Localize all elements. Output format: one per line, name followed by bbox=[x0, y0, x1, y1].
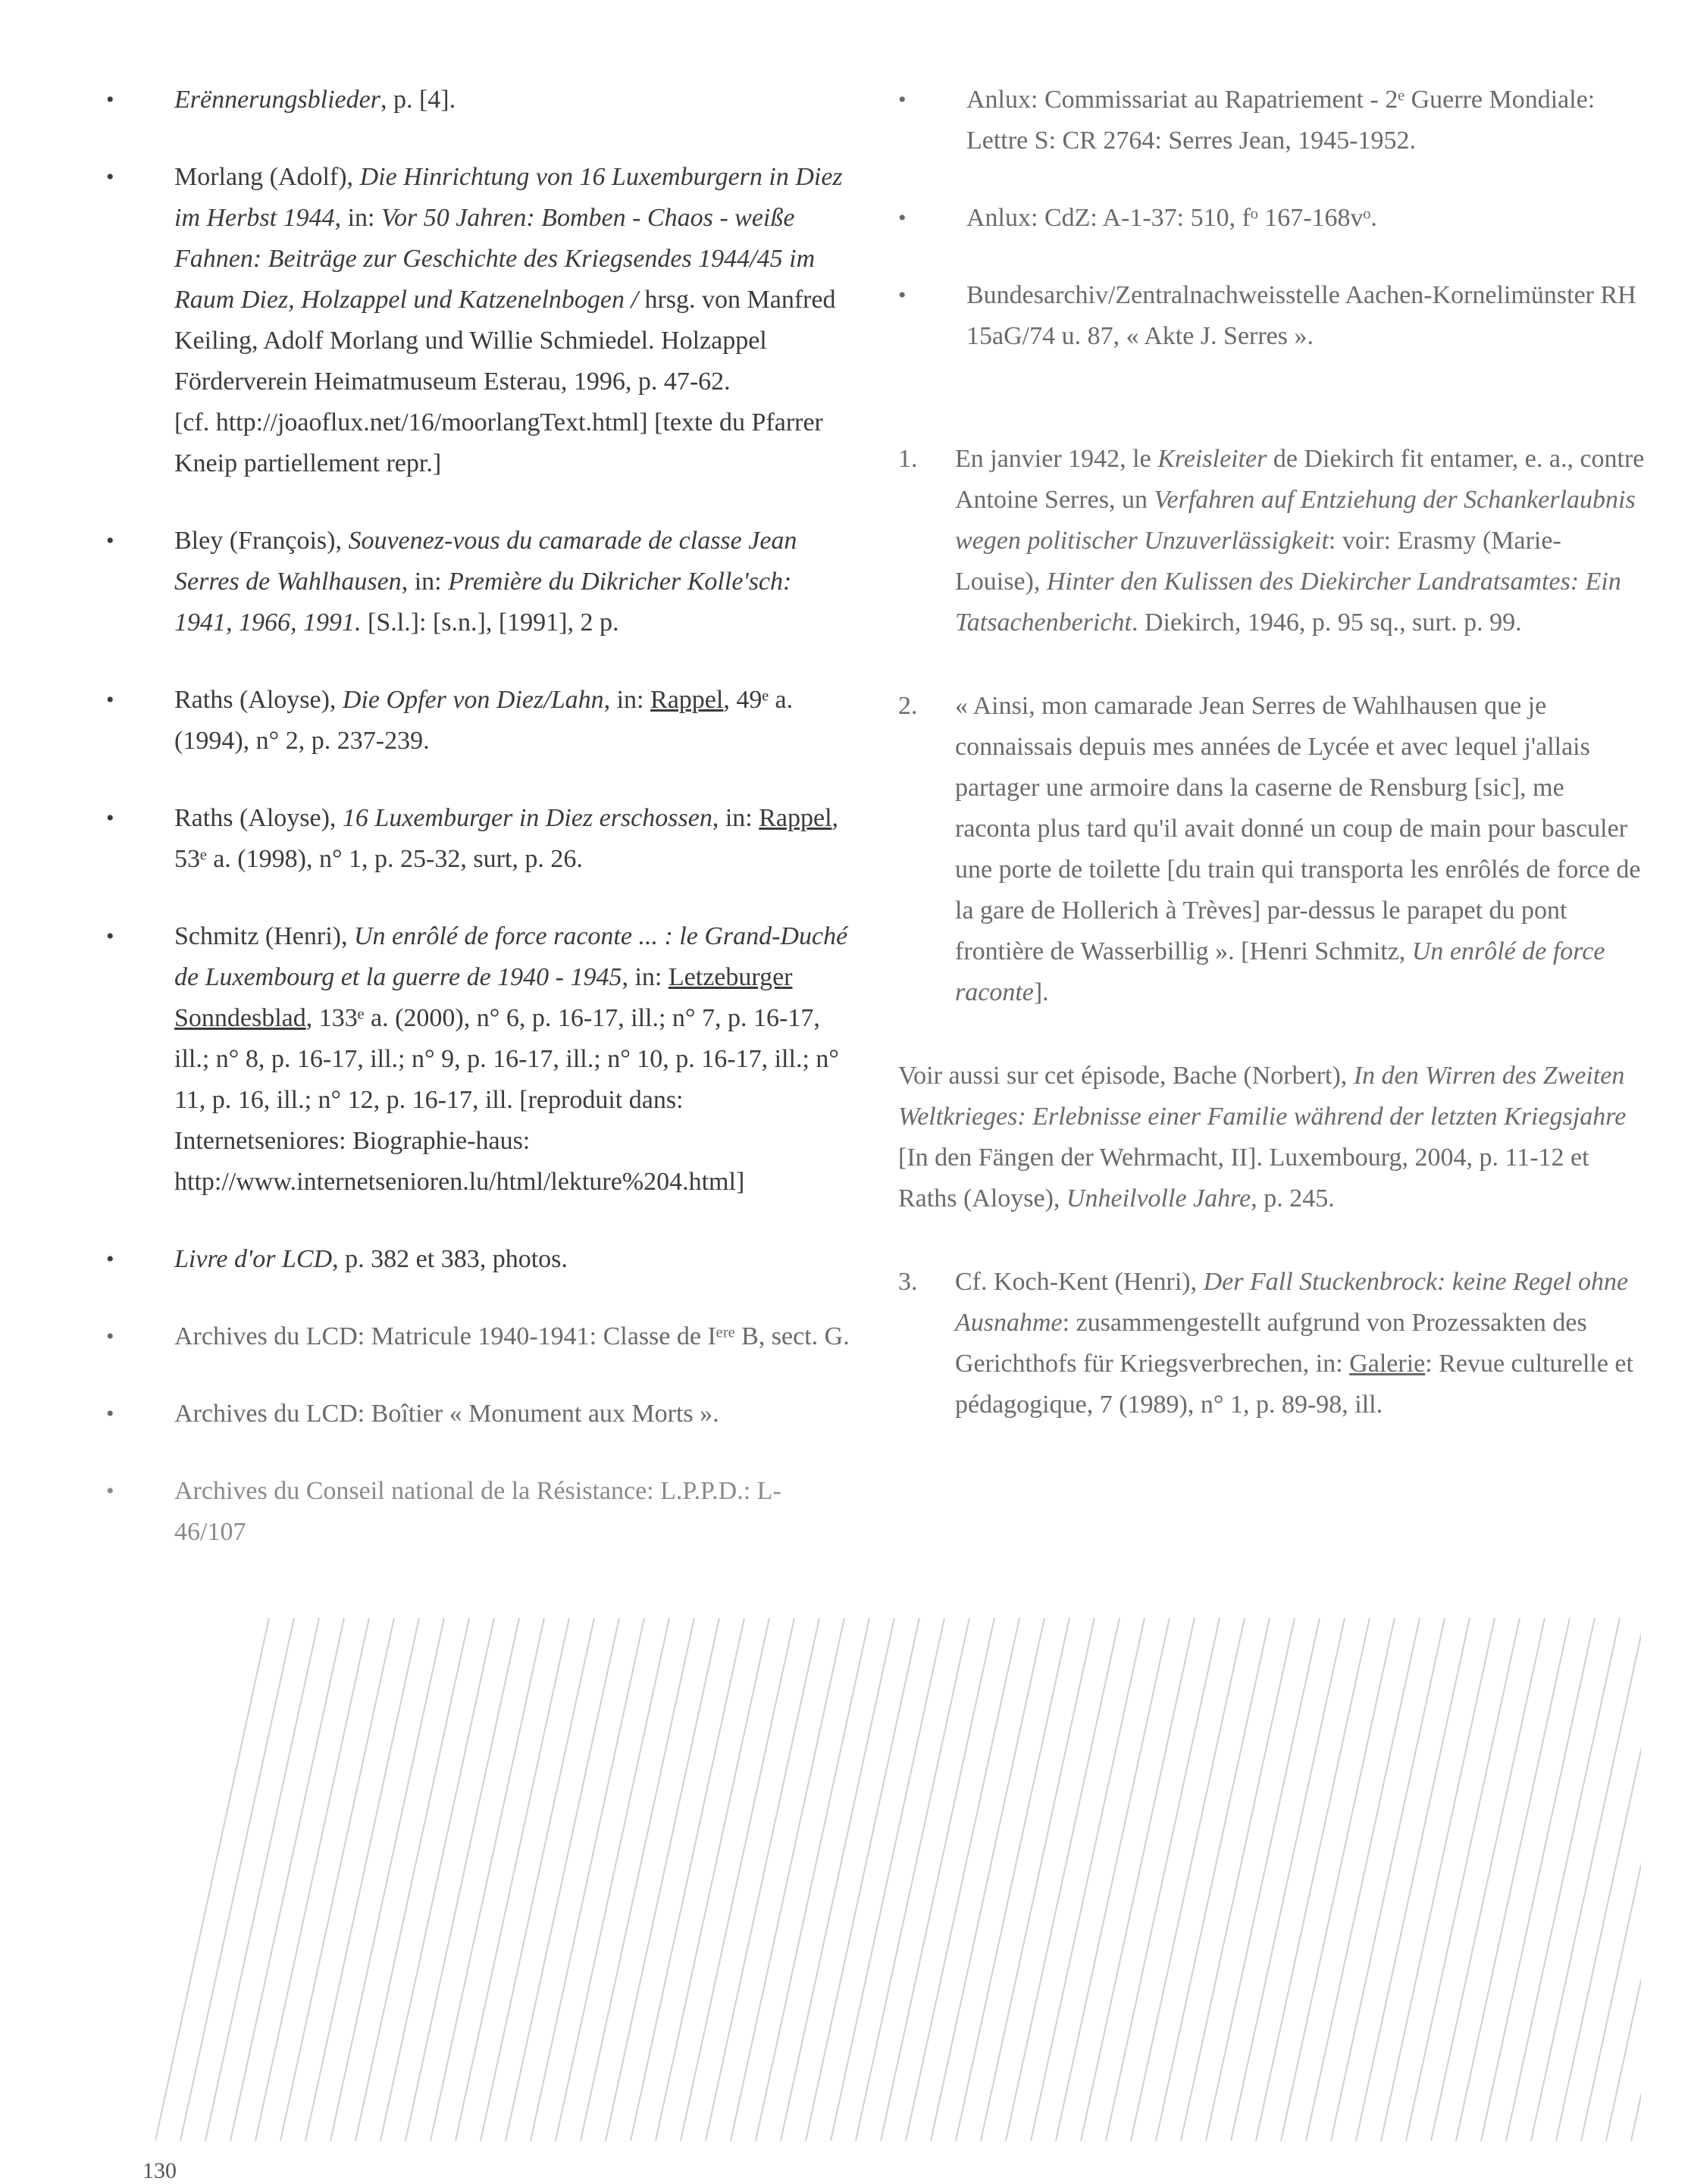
hatch-line bbox=[155, 1618, 269, 2141]
hatch-line bbox=[1631, 1618, 1641, 2141]
hatch-line bbox=[1106, 1618, 1220, 2141]
bullet: • bbox=[106, 1401, 114, 1426]
hatch-line bbox=[1606, 1618, 1641, 2141]
bullet: • bbox=[106, 1324, 114, 1349]
hatch-line bbox=[831, 1618, 944, 2141]
decorative-hatch-pattern bbox=[155, 1618, 1641, 2141]
hatch-line bbox=[280, 1618, 394, 2141]
hatch-line bbox=[1306, 1618, 1420, 2141]
see-also-paragraph: Voir aussi sur cet épisode, Bache (Norbert), In den Wirren des Zweiten Weltkrieges: Erlebnisse einer Familie während der letzten Kriegsjahre [In den Fängen der Wehrmacht, II]. Luxembourg, 2004, p. 11-12 et Raths (Aloyse), Unheilvolle Jahre, p. 245. bbox=[898, 1062, 1627, 1212]
hatch-line bbox=[1581, 1618, 1641, 2141]
bullet: • bbox=[106, 1247, 114, 1272]
hatch-line bbox=[631, 1618, 744, 2141]
hatch-line bbox=[330, 1618, 444, 2141]
spacer bbox=[898, 393, 1645, 439]
hatch-line bbox=[506, 1618, 619, 2141]
page-number: 130 bbox=[142, 2158, 177, 2183]
hatch-line bbox=[1031, 1618, 1145, 2141]
footnote-3: 3. Cf. Koch-Kent (Henri), Der Fall Stuckenbrock: keine Regel ohne Ausnahme: zusammengestellt aufgrund von Prozessakten des Gerichthofs für Kriegsverbrechen, in: Galerie: Revue culturelle et pédagogique, 7 (1989), n° 1, p. 89-98, ill. bbox=[898, 1268, 1633, 1419]
hatch-line bbox=[1256, 1618, 1370, 2141]
hatch-line bbox=[481, 1618, 594, 2141]
list-item: • Livre d'or LCD, p. 382 et 383, photos. bbox=[106, 1239, 853, 1280]
hatch-line bbox=[956, 1618, 1069, 2141]
hatch-line bbox=[681, 1618, 794, 2141]
hatch-line bbox=[581, 1618, 694, 2141]
bullet: • bbox=[106, 164, 114, 189]
hatch-line bbox=[931, 1618, 1044, 2141]
hatch-line bbox=[1381, 1618, 1495, 2141]
hatch-line bbox=[731, 1618, 844, 2141]
hatch-line bbox=[1431, 1618, 1545, 2141]
hatch-line bbox=[706, 1618, 819, 2141]
footnote-2: 2. « Ainsi, mon camarade Jean Serres de Wahlhausen que je connaissais depuis mes années de Lycée et avec lequel j'allais partager une armoire dans la caserne de Rensburg [sic], me raconta plus tard qu'il avait donné un coup de main pour basculer une porte de toilette [du train qui transporta les enrôlés de force de la gare de Hollerich à Trèves] par-dessus le parapet du pont frontière de Wasserbillig ». [Henri Schmitz, Un enrôlé de force raconte]. bbox=[898, 692, 1641, 1006]
list-item: • Morlang (Adolf), Die Hinrichtung von 16 Luxemburgern in Diez im Herbst 1944, in: Vor 50 Jahren: Bomben - Chaos - weiße Fahnen: Beiträge zur Geschichte des Kriegsendes 1944/45 im Raum Diez, Holzappel und Katzenelnbogen / hrsg. von Manfred Keiling, Adolf Morlang und Willie Schmiedel. Holzappel Förderverein Heimatmuseum Esterau, 1996, p. 47-62. [cf. http://joaoflux.net/16/moorlangText.html] [texte du Pfarrer Kneip partiellement repr.] bbox=[106, 157, 853, 484]
bullet: • bbox=[106, 528, 114, 553]
hatch-line bbox=[1356, 1618, 1470, 2141]
hatch-line bbox=[180, 1618, 294, 2141]
hatch-line bbox=[255, 1618, 369, 2141]
list-item: • Erënnerungsblieder, p. [4]. bbox=[106, 80, 853, 120]
list-item: • Archives du LCD: Boîtier « Monument aux Morts ». bbox=[106, 1394, 853, 1435]
hatch-line bbox=[1281, 1618, 1395, 2141]
hatch-line bbox=[1506, 1618, 1620, 2141]
bullet: • bbox=[106, 87, 114, 112]
bullet: • bbox=[898, 205, 907, 230]
hatch-line bbox=[781, 1618, 894, 2141]
list-item: • Anlux: CdZ: A-1-37: 510, fᵒ 167-168vᵒ. bbox=[898, 198, 1645, 239]
list-item: • Archives du Conseil national de la Résistance: L.P.P.D.: L- 46/107 bbox=[106, 1471, 853, 1553]
bullet: • bbox=[898, 87, 907, 112]
list-item: • Raths (Aloyse), 16 Luxemburger in Diez erschossen, in: Rappel, 53ᵉ a. (1998), n° 1, p. 25-32, surt, p. 26. bbox=[106, 798, 853, 880]
hatch-line bbox=[806, 1618, 919, 2141]
hatch-line bbox=[1231, 1618, 1345, 2141]
hatch-line bbox=[380, 1618, 494, 2141]
hatch-line bbox=[1081, 1618, 1195, 2141]
hatch-line bbox=[906, 1618, 1019, 2141]
list-item: • Schmitz (Henri), Un enrôlé de force raconte ... : le Grand-Duché de Luxembourg et la guerre de 1940 - 1945, in: Letzeburger Sonndesblad, 133ᵉ a. (2000), n° 6, p. 16-17, ill.; n° 7, p. 16-17, ill.; n° 8, p. 16-17, ill.; n° 9, p. 16-17, ill.; n° 10, p. 16-17, ill.; n° 11, p. 16, ill.; n° 12, p. 16-17, ill. [reproduit dans: Internetseniores: Biographie-haus: http://www.internetsenioren.lu/html/lekture%204.html] bbox=[106, 916, 853, 1203]
hatch-line bbox=[531, 1618, 644, 2141]
hatch-line bbox=[456, 1618, 569, 2141]
hatch-line bbox=[1056, 1618, 1170, 2141]
hatch-line bbox=[856, 1618, 969, 2141]
hatch-line bbox=[305, 1618, 419, 2141]
hatch-line bbox=[1406, 1618, 1520, 2141]
hatch-line bbox=[656, 1618, 769, 2141]
footnote-1: 1. En janvier 1942, le Kreisleiter de Diekirch fit entamer, e. a., contre Antoine Serres, un Verfahren auf Entziehung der Schankerlaubnis wegen politischer Unzuverlässigkeit: voir: Erasmy (Marie-Louise), Hinter den Kulissen des Diekircher Landratsamtes: Ein Tatsachenbericht. Diekirch, 1946, p. 95 sq., surt. p. 99. bbox=[898, 445, 1645, 637]
hatch-line bbox=[1006, 1618, 1120, 2141]
bullet: • bbox=[106, 1478, 114, 1503]
hatch-line bbox=[881, 1618, 994, 2141]
bullet: • bbox=[106, 687, 114, 712]
hatch-line bbox=[205, 1618, 319, 2141]
list-item: • Bley (François), Souvenez-vous du camarade de classe Jean Serres de Wahlhausen, in: Première du Dikricher Kolle'sch: 1941, 1966, 1991. [S.l.]: [s.n.], [1991], 2 p. bbox=[106, 521, 853, 643]
bullet: • bbox=[106, 924, 114, 949]
list-item: • Anlux: Commissariat au Rapatriement - 2ᵉ Guerre Mondiale: Lettre S: CR 2764: Serres Jean, 1945-1952. bbox=[898, 80, 1645, 161]
hatch-line bbox=[1531, 1618, 1641, 2141]
hatch-line bbox=[1131, 1618, 1245, 2141]
hatch-line bbox=[406, 1618, 519, 2141]
hatch-line bbox=[1206, 1618, 1320, 2141]
hatch-line bbox=[1181, 1618, 1295, 2141]
hatch-line bbox=[355, 1618, 469, 2141]
list-item: • Raths (Aloyse), Die Opfer von Diez/Lahn, in: Rappel, 49ᵉ a. (1994), n° 2, p. 237-239. bbox=[106, 680, 853, 762]
hatch-line bbox=[431, 1618, 544, 2141]
right-column bbox=[898, 80, 1645, 1468]
hatch-line bbox=[1156, 1618, 1270, 2141]
hatch-line bbox=[1331, 1618, 1445, 2141]
left-column bbox=[106, 80, 853, 1589]
hatch-line bbox=[1481, 1618, 1595, 2141]
hatch-line bbox=[1456, 1618, 1570, 2141]
hatch-line bbox=[981, 1618, 1094, 2141]
hatch-line bbox=[230, 1618, 344, 2141]
hatch-line bbox=[606, 1618, 719, 2141]
bullet: • bbox=[106, 806, 114, 831]
bullet: • bbox=[898, 283, 907, 308]
hatch-line bbox=[556, 1618, 669, 2141]
hatch-line bbox=[756, 1618, 869, 2141]
list-item: • Bundesarchiv/Zentralnachweisstelle Aachen-Kornelimünster RH 15aG/74 u. 87, « Akte J. Serres ». bbox=[898, 275, 1645, 357]
list-item: • Archives du LCD: Matricule 1940-1941: Classe de Iᵉʳᵉ B, sect. G. bbox=[106, 1316, 853, 1357]
